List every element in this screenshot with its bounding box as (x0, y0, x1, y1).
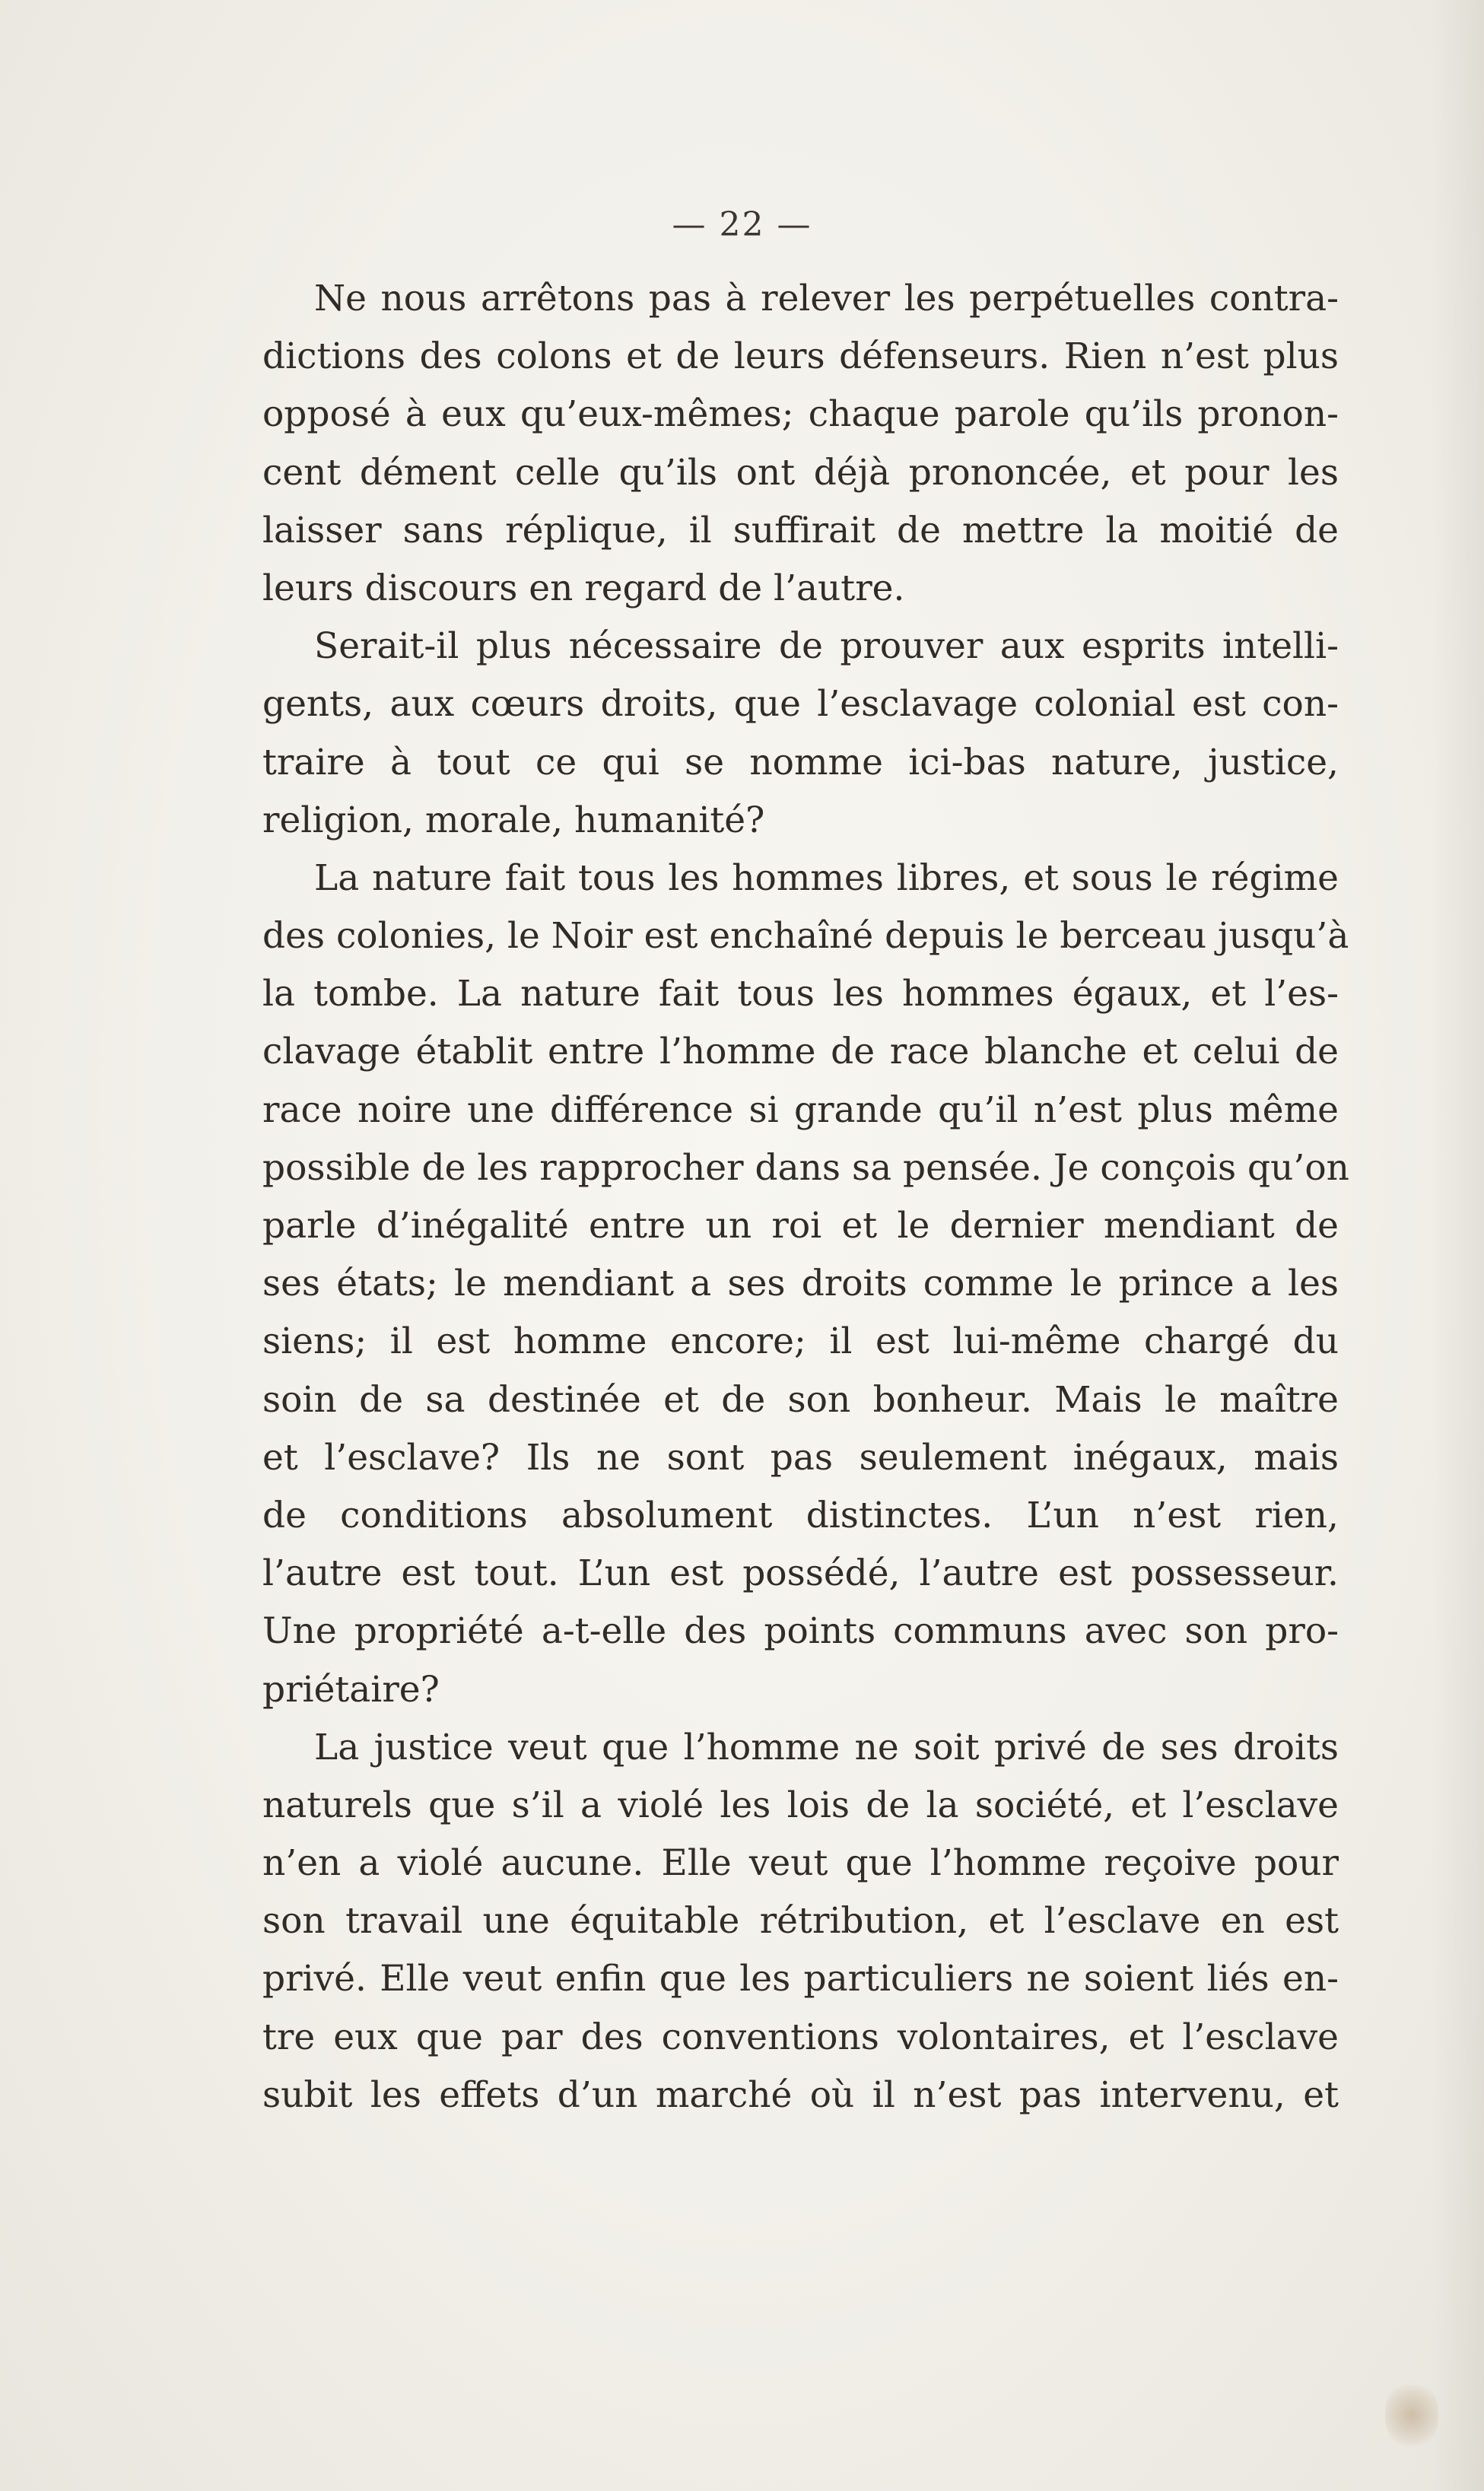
text-line: traire à tout ce qui se nomme ici-bas nature, justice, (262, 741, 1339, 783)
paper-stain (1385, 2381, 1438, 2449)
text-line: leurs discours en regard de l’autre. (262, 567, 905, 609)
text-line: et l’esclave? Ils ne sont pas seulement inégaux, mais (262, 1436, 1339, 1479)
text-line: la tombe. La nature fait tous les hommes égaux, et l’es- (262, 973, 1339, 1015)
text-line: race noire une différence si grande qu’il n’est plus même (262, 1088, 1339, 1131)
text-line: l’autre est tout. L’un est possédé, l’autre est possesseur. (262, 1552, 1339, 1595)
text-line: des colonies, le Noir est enchaîné depuis le berceau jusqu’à (262, 915, 1349, 958)
text-line: laisser sans réplique, il suffirait de mettre la moitié de (262, 509, 1339, 551)
text-line: soin de sa destinée et de son bonheur. Mais le maître (262, 1378, 1339, 1421)
text-line: La justice veut que l’homme ne soit privé de ses droits (314, 1726, 1339, 1768)
body-text (262, 270, 1349, 2124)
text-line: son travail une équitable rétribution, et l’esclave en est (262, 1900, 1339, 1943)
text-line: tre eux que par des conventions volontaires, et l’esclave (262, 2016, 1339, 2058)
text-line: Une propriété a-t-elle des points communs avec son pro- (262, 1610, 1339, 1653)
text-line: naturels que s’il a violé les lois de la société, et l’esclave (262, 1784, 1339, 1826)
text-line: n’en a violé aucune. Elle veut que l’homme reçoive pour (262, 1842, 1339, 1885)
page-number: — 22 — (672, 205, 812, 244)
text-line: possible de les rapprocher dans sa pensée. Je conçois qu’on (262, 1146, 1349, 1189)
text-line: parle d’inégalité entre un roi et le dernier mendiant de (262, 1205, 1339, 1247)
text-line: La nature fait tous les hommes libres, et sous le régime (314, 856, 1339, 899)
text-line: Ne nous arrêtons pas à relever les perpétuelles contra- (314, 278, 1339, 319)
page-edge-shadow (1431, 0, 1484, 2491)
text-line: ses états; le mendiant a ses droits comme le prince a les (262, 1263, 1339, 1305)
text-line: clavage établit entre l’homme de race blanche et celui de (262, 1031, 1339, 1073)
text-line: cent dément celle qu’ils ont déjà prononcée, et pour les (262, 451, 1339, 494)
text-line: gents, aux cœurs droits, que l’esclavage colonial est con- (262, 683, 1339, 726)
text-line: siens; il est homme encore; il est lui-même chargé du (262, 1320, 1339, 1363)
text-line: Serait-il plus nécessaire de prouver aux esprits intelli- (314, 625, 1339, 668)
text-line: dictions des colons et de leurs défenseurs. Rien n’est plus (262, 335, 1339, 378)
text-line: privé. Elle veut enfin que les particuliers ne soient liés en- (262, 1958, 1339, 2000)
text-line: priétaire? (262, 1668, 440, 1711)
text-line: religion, morale, humanité? (262, 799, 765, 841)
text-line: opposé à eux qu’eux-mêmes; chaque parole qu’ils pronon- (262, 393, 1339, 436)
text-line: de conditions absolument distinctes. L’un n’est rien, (262, 1494, 1339, 1536)
text-line: subit les effets d’un marché où il n’est pas intervenu, et (262, 2073, 1339, 2116)
